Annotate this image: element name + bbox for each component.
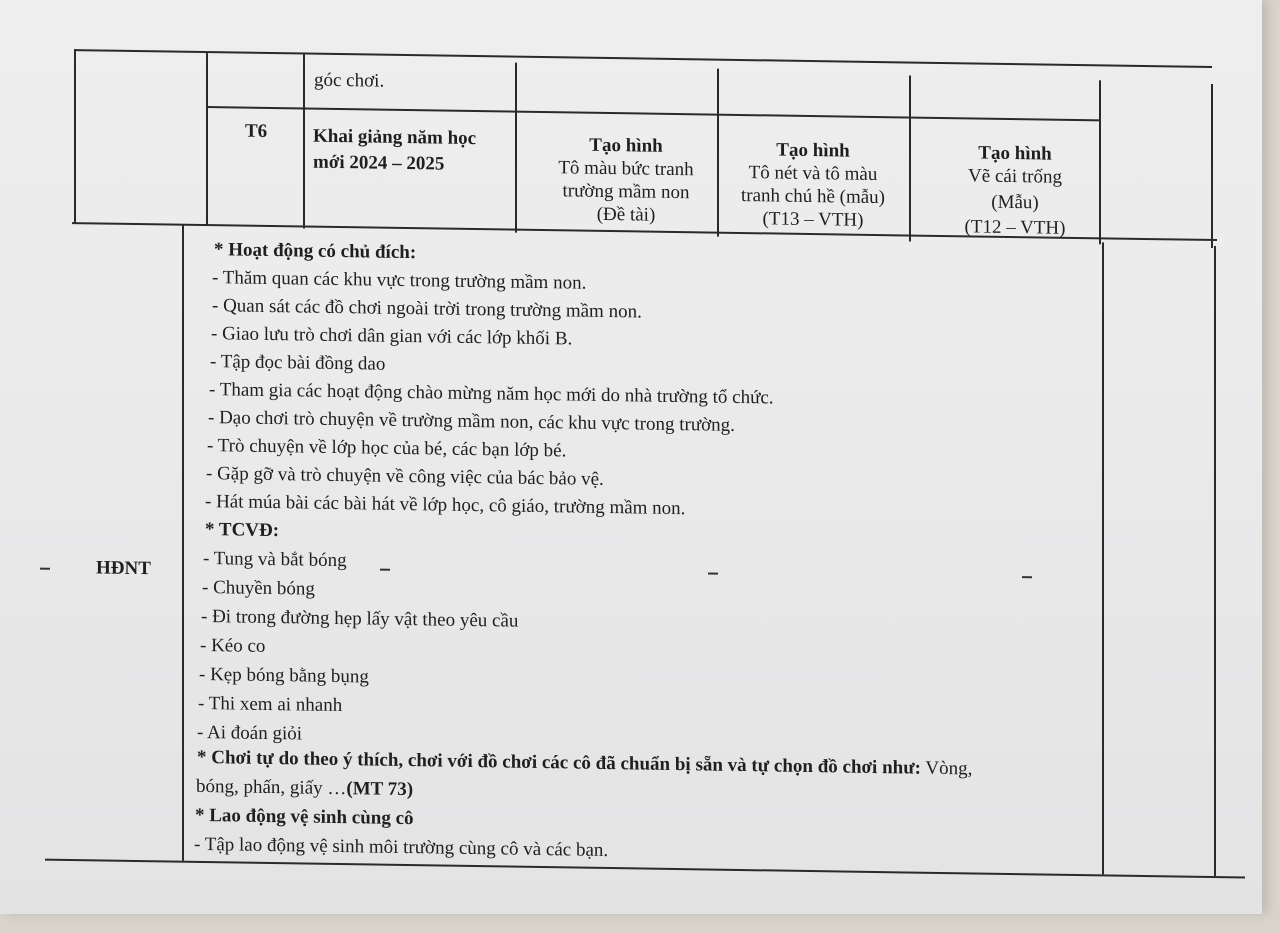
activity-item: - Tập lao động vệ sinh môi trường cùng cô và các bạn. bbox=[194, 833, 609, 862]
cell-text: góc chơi. bbox=[314, 69, 385, 92]
day-label: T6 bbox=[245, 120, 268, 142]
table-border-bottom bbox=[45, 859, 1245, 878]
activity-item: - Giao lưu trò chơi dân gian với các lớp khối B. bbox=[211, 323, 573, 350]
section-heading: * Hoạt động có chủ đích: bbox=[214, 239, 417, 264]
col-divider bbox=[182, 225, 184, 861]
activity-line: (Mẫu) bbox=[991, 191, 1039, 214]
criteria-code: (MT 73) bbox=[346, 778, 414, 801]
activity-item: - Tập đọc bài đồng dao bbox=[210, 351, 386, 375]
col-divider bbox=[1102, 242, 1104, 874]
activity-line: (Đề tài) bbox=[596, 203, 656, 226]
activity-item: - Thăm quan các khu vực trong trường mầm non. bbox=[212, 267, 587, 294]
dash-mark bbox=[708, 573, 718, 575]
dash-mark bbox=[40, 568, 50, 570]
game-item: - Ai đoán giỏi bbox=[197, 721, 303, 745]
activity-title: Tạo hình bbox=[589, 134, 663, 157]
game-item: - Thi xem ai nhanh bbox=[198, 692, 343, 717]
table-border-top bbox=[74, 49, 1212, 67]
row-label: HĐNT bbox=[96, 557, 151, 580]
game-item: - Kéo co bbox=[200, 634, 266, 657]
event-line: Khai giảng năm học bbox=[313, 125, 477, 150]
event-line: mới 2024 – 2025 bbox=[313, 151, 445, 175]
dash-mark bbox=[380, 569, 390, 571]
col-divider bbox=[303, 54, 305, 228]
activity-title: Tạo hình bbox=[776, 139, 850, 162]
game-item: - Chuyền bóng bbox=[202, 576, 315, 600]
row-divider bbox=[206, 106, 1101, 121]
activity-item: - Quan sát các đồ chơi ngoài trời trong trường mầm non. bbox=[212, 295, 642, 323]
section-heading: * TCVĐ: bbox=[205, 519, 280, 542]
activity-line: (T13 – VTH) bbox=[762, 208, 864, 231]
activity-line: (T12 – VTH) bbox=[964, 216, 1066, 239]
dash-mark bbox=[1022, 576, 1032, 578]
game-item: - Kẹp bóng bằng bụng bbox=[199, 663, 369, 688]
activity-item: - Hát múa bài các bài hát về lớp học, cô giáo, trường mầm non. bbox=[205, 491, 686, 520]
col-divider bbox=[1214, 246, 1216, 876]
activity-title: Tạo hình bbox=[978, 142, 1052, 165]
activity-line: Tô màu bức tranh bbox=[558, 157, 694, 181]
game-item: - Tung và bắt bóng bbox=[203, 548, 347, 572]
section-heading: * Lao động vệ sinh cùng cô bbox=[195, 804, 414, 830]
activity-line: Tô nét và tô màu bbox=[748, 162, 878, 186]
activity-line: trường mầm non bbox=[562, 180, 690, 204]
free-play-rest: Vòng, bbox=[925, 757, 973, 780]
activity-item: - Tham gia các hoạt động chào mừng năm học mới do nhà trường tổ chức. bbox=[209, 379, 774, 409]
col-divider bbox=[1211, 84, 1213, 248]
activity-line: tranh chú hề (mẫu) bbox=[740, 184, 886, 209]
activity-item: - Dạo chơi trò chuyện về trường mầm non, các khu vực trong trường. bbox=[208, 407, 735, 436]
col-divider bbox=[206, 53, 208, 225]
free-play-items: bóng, phấn, giấy … bbox=[196, 775, 347, 800]
game-item: - Đi trong đường hẹp lấy vật theo yêu cầu bbox=[201, 605, 519, 632]
activity-item: - Gặp gỡ và trò chuyện về công việc của bác bảo vệ. bbox=[206, 463, 604, 490]
free-play-bold: * Chơi tự do theo ý thích, chơi với đồ chơi các cô đã chuẩn bị sẵn và tự chọn đồ chơi như: bbox=[197, 746, 921, 779]
activity-line: Vẽ cái trống bbox=[968, 165, 1062, 188]
free-play-line bbox=[196, 775, 413, 802]
col-divider bbox=[74, 49, 76, 223]
activity-item: - Trò chuyện về lớp học của bé, các bạn lớp bé. bbox=[207, 435, 567, 462]
